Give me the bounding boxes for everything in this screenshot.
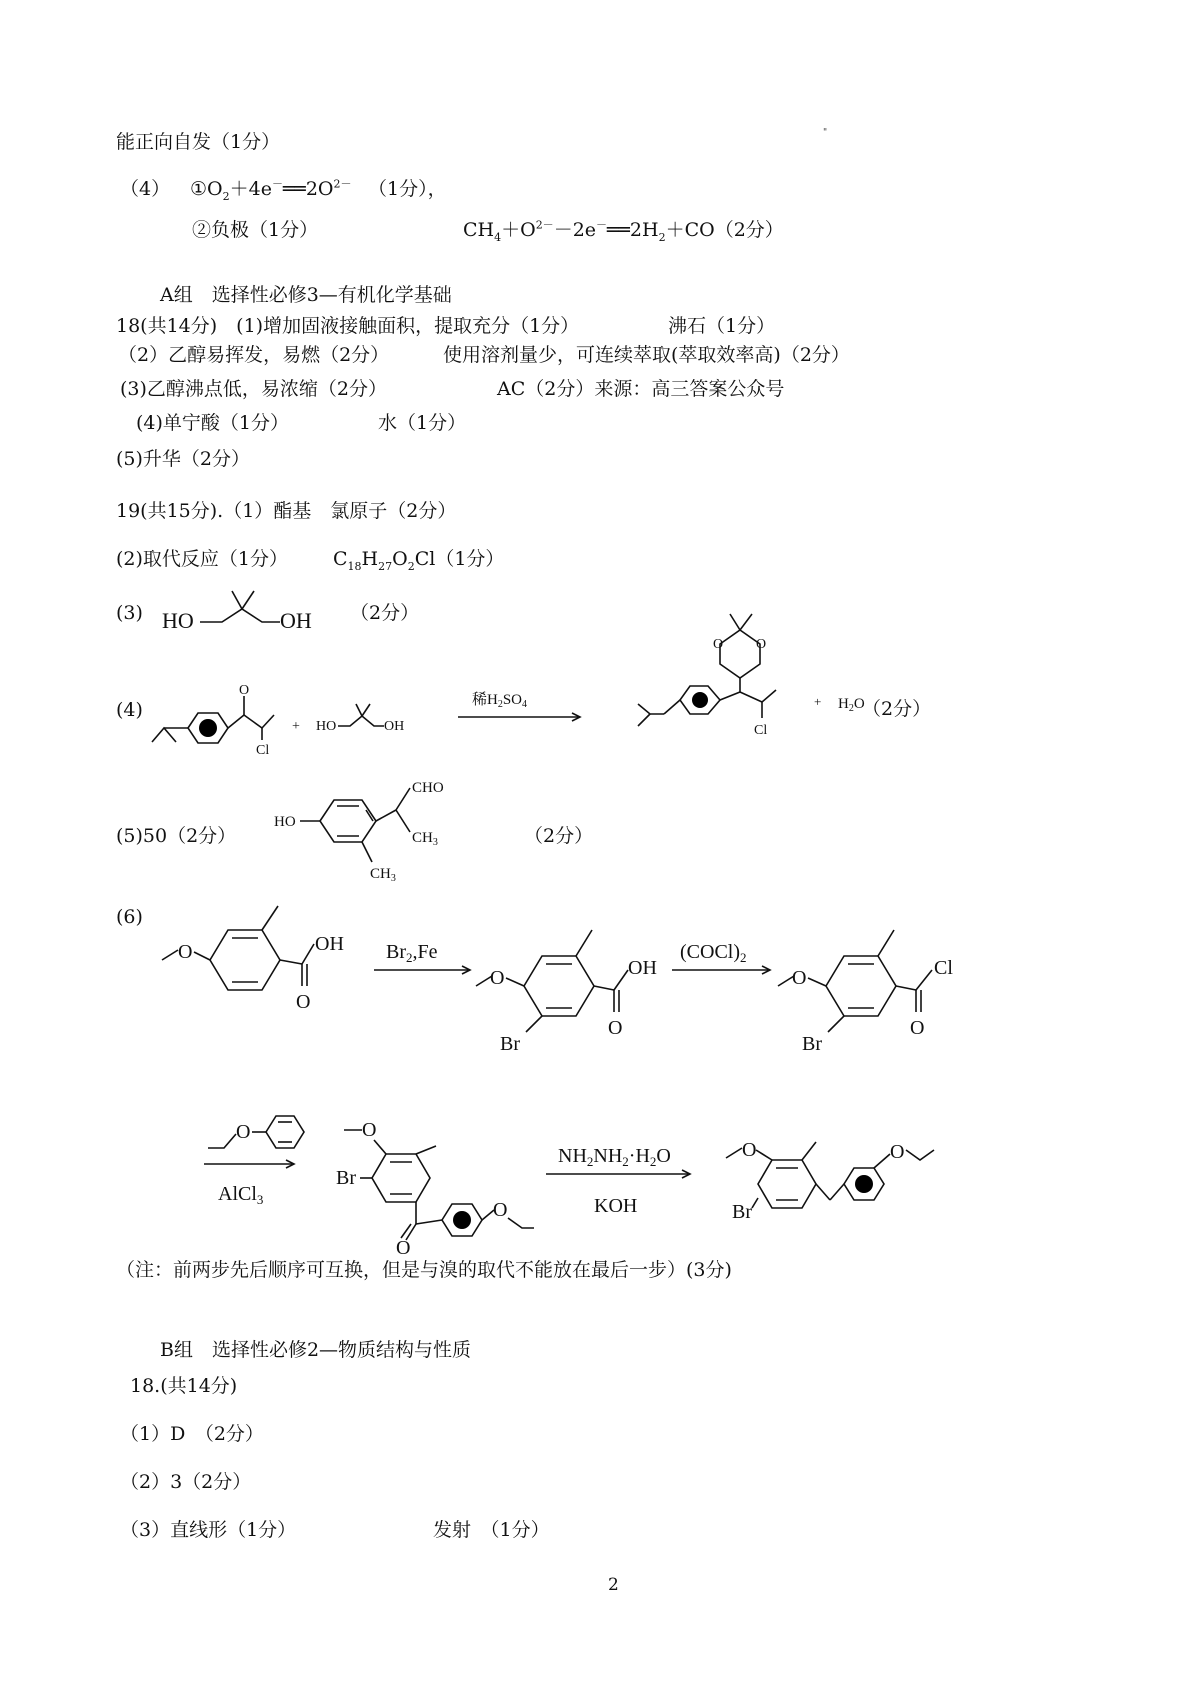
q19-5-score: （2分）: [524, 825, 594, 847]
svg-text:O: O: [490, 967, 505, 989]
q19-4-score: （2分）: [862, 698, 932, 720]
svg-text:Cl: Cl: [256, 743, 270, 758]
q19-5-label: (5)50（2分）: [116, 825, 237, 847]
svg-text:O: O: [742, 1139, 757, 1161]
q19-3-label: (3): [116, 602, 143, 624]
svg-text:HO: HO: [274, 814, 296, 830]
q18-4b: 水（1分）: [378, 412, 467, 434]
q18-1: 18(共14分) (1)增加固液接触面积，提取充分（1分）: [116, 315, 580, 337]
synthesis-route-row1: [150, 900, 1160, 1060]
cathode-equation: $①O_2+4e^-══2O^{2-}$: [190, 177, 352, 203]
svg-text:O: O: [396, 1237, 411, 1259]
section-a-title: A组 选择性必修3—有机化学基础: [160, 284, 452, 306]
svg-text:O: O: [756, 637, 767, 652]
svg-text:Br: Br: [336, 1167, 356, 1189]
q19-6-label: (6): [116, 906, 143, 928]
q19-4-label: (4): [116, 699, 143, 721]
svg-text:Br: Br: [802, 1033, 822, 1055]
anode-equation: $CH_4+O^{2-}-2e^-══2H_2+CO(2$分）: [463, 218, 784, 244]
svg-text:OH: OH: [315, 933, 344, 955]
svg-text:Br: Br: [732, 1201, 752, 1223]
q19-1: 19(共15分).（1）酯基 氯原子（2分）: [116, 500, 457, 522]
svg-text:CH3: $CH_3$: [370, 866, 396, 884]
synthesis-route-row2: [190, 1090, 1070, 1260]
q4-label: （4）: [120, 178, 171, 200]
q18-5: (5)升华（2分）: [116, 448, 251, 470]
svg-text:KOH: KOH: [594, 1195, 638, 1217]
b18-1: （1）D （2分）: [120, 1423, 264, 1445]
b18-title: 18.(共14分): [130, 1375, 238, 1397]
svg-text:H2O: $H_2O$: [838, 696, 865, 714]
section-b-title: B组 选择性必修2—物质结构与性质: [160, 1339, 472, 1361]
q18-4: (4)单宁酸（1分）: [136, 412, 290, 434]
svg-text:O: O: [792, 967, 807, 989]
neopentyl-glycol-structure: [160, 585, 350, 635]
svg-text:O: O: [713, 637, 724, 652]
hydroxy-aldehyde-structure: [270, 770, 500, 890]
svg-text:CH3: $CH_3$: [412, 830, 438, 848]
svg-text:OH: OH: [280, 608, 312, 633]
b18-2: （2）3（2分）: [120, 1471, 252, 1493]
svg-text:NH2NH2·H2O: $NH_2NH_2\cdot H_2O$: [558, 1145, 671, 1169]
svg-text:O: O: [296, 991, 311, 1013]
svg-text:(COCl)2: $(COCl)_2$: [680, 941, 747, 965]
svg-text:OH: OH: [384, 719, 405, 734]
svg-text:Br: Br: [500, 1033, 520, 1055]
svg-text:O: O: [236, 1121, 251, 1143]
svg-text:HO: HO: [316, 719, 337, 734]
page-number: 2: [608, 1575, 619, 1595]
svg-text:稀H2SO4: 稀$H_2SO_4$: [472, 692, 528, 710]
svg-text:Cl: Cl: [754, 723, 768, 738]
note-line: （注：前两步先后顺序可互换，但是与溴的取代不能放在最后一步）(3分): [116, 1259, 732, 1281]
svg-text:Br2,Fe: $Br_2,Fe$: [386, 941, 438, 965]
svg-text:O: O: [910, 1017, 925, 1039]
q18-2: （2）乙醇易挥发，易燃（2分）: [118, 344, 390, 366]
acetal-product: [620, 600, 1180, 780]
svg-text:HO: HO: [162, 608, 194, 633]
q18-2b: 使用溶剂量少，可连续萃取(萃取效率高)（2分）: [443, 344, 850, 366]
svg-text:OH: OH: [628, 957, 657, 979]
svg-text:O: O: [239, 683, 250, 698]
molecular-formula: $C_{18}H_{27}O_2Cl(1$分）: [333, 548, 505, 573]
svg-text:O: O: [178, 941, 193, 963]
q19-2: (2)取代反应（1分）: [116, 548, 289, 570]
svg-text:O: O: [493, 1199, 508, 1221]
b18-3: （3）直线形（1分）: [120, 1519, 297, 1541]
q18-3: (3)乙醇沸点低，易浓缩（2分）: [120, 378, 388, 400]
svg-text:+: +: [814, 694, 822, 709]
line-spontaneous: 能正向自发（1分）: [116, 131, 281, 153]
svg-text:O: O: [890, 1141, 905, 1163]
svg-text:O: O: [608, 1017, 623, 1039]
cathode-score: （1分），: [368, 178, 447, 200]
b18-3b: 发射 （1分）: [433, 1519, 550, 1541]
q18-3b: AC（2分）来源：高三答案公众号: [497, 378, 785, 400]
svg-text:CHO: CHO: [412, 780, 444, 796]
stray-mark: ": [823, 128, 828, 138]
svg-text:Cl: Cl: [934, 957, 953, 979]
negative-electrode: ②负极（1分）: [192, 219, 319, 241]
svg-text:+: +: [292, 719, 300, 734]
svg-text:AlCl3: AlCl$_3$: [218, 1183, 264, 1207]
q18-1b: 沸石（1分）: [668, 315, 776, 337]
svg-text:O: O: [362, 1119, 377, 1141]
q19-3-score: （2分）: [350, 602, 420, 624]
